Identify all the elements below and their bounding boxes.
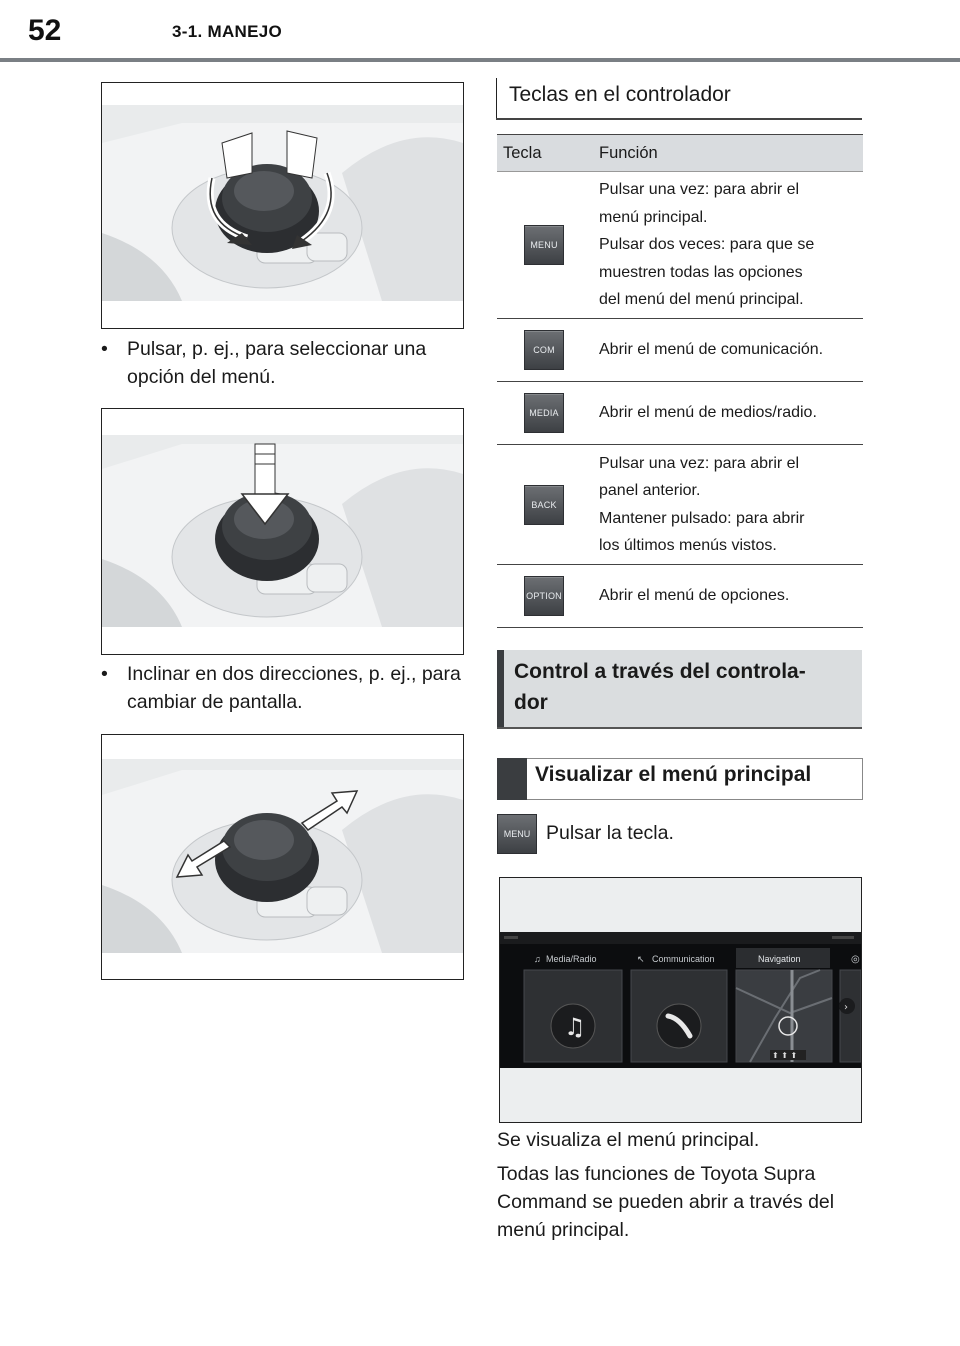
- control-heading-rule: [497, 727, 862, 729]
- svg-text:♫: ♫: [534, 954, 541, 964]
- table-row: [497, 382, 863, 445]
- option-key-icon: OPTION: [524, 576, 564, 616]
- page-number: 52: [28, 14, 62, 47]
- table-row: [497, 319, 863, 382]
- table-row: [497, 445, 863, 565]
- row-function-menu: Pulsar una vez: para abrir el menú principal. Pulsar dos veces: para que se muestren todas las opciones del menú del menú principal.: [599, 172, 863, 319]
- tab-communication: Communication: [652, 954, 715, 964]
- control-heading: Control a través del controla- dor: [514, 660, 806, 714]
- subheading: Visualizar el menú principal: [535, 763, 812, 786]
- keys-heading: Teclas en el controlador: [496, 78, 861, 118]
- header-rule: [0, 58, 960, 62]
- row-function-option: Abrir el menú de opciones.: [599, 565, 863, 628]
- instruction-text: Pulsar la tecla.: [546, 822, 674, 844]
- figure-controller-tilt: [101, 734, 464, 980]
- table-row: [497, 565, 863, 628]
- result-text: Se visualiza el menú principal.: [497, 1129, 760, 1151]
- keys-heading-rule: [496, 118, 862, 120]
- row-function-media: Abrir el menú de medios/radio.: [599, 382, 863, 445]
- tab-media-radio: Media/Radio: [546, 954, 597, 964]
- keys-table-header: [497, 135, 863, 172]
- table-row: [497, 172, 863, 319]
- figure-main-menu-screen: [499, 877, 862, 1123]
- back-key-icon: BACK: [524, 485, 564, 525]
- com-key-icon: COM: [524, 330, 564, 370]
- menu-key-icon: MENU: [524, 225, 564, 265]
- svg-text:↖: ↖: [637, 954, 645, 964]
- column-header-key: Tecla: [497, 135, 599, 172]
- section-title: 3-1. MANEJO: [172, 22, 283, 41]
- tab-navigation: Navigation: [758, 954, 801, 964]
- row-function-com: Abrir el menú de comunicación.: [599, 319, 863, 382]
- row-function-back: Pulsar una vez: para abrir el panel anterior. Mantener pulsado: para abrir los últimos menús vistos.: [599, 445, 863, 565]
- column-header-function: Función: [599, 135, 863, 172]
- svg-text:⬆ ⬆ ⬆: ⬆ ⬆ ⬆: [772, 1051, 798, 1060]
- bullet-select: • Pulsar, p. ej., para seleccionar una opción del menú.: [101, 338, 427, 388]
- svg-text:◎: ◎: [851, 954, 860, 965]
- music-note-icon: ♫: [564, 1013, 586, 1041]
- chevron-right-icon: ›: [844, 1002, 848, 1013]
- media-key-icon: MEDIA: [524, 393, 564, 433]
- main-menu-paragraph: Todas las funciones de Toyota Supra Command se pueden abrir a través del menú principal.: [497, 1163, 835, 1241]
- menu-key-icon: MENU: [497, 814, 537, 854]
- subheading-bar: [497, 758, 527, 800]
- bullet-tilt: • Inclinar en dos direcciones, p. ej., para cambiar de pantalla.: [101, 663, 461, 713]
- control-heading-bar: [497, 650, 504, 728]
- figure-controller-press: [101, 408, 464, 655]
- keys-table: [497, 134, 863, 628]
- figure-controller-rotate: [101, 82, 464, 329]
